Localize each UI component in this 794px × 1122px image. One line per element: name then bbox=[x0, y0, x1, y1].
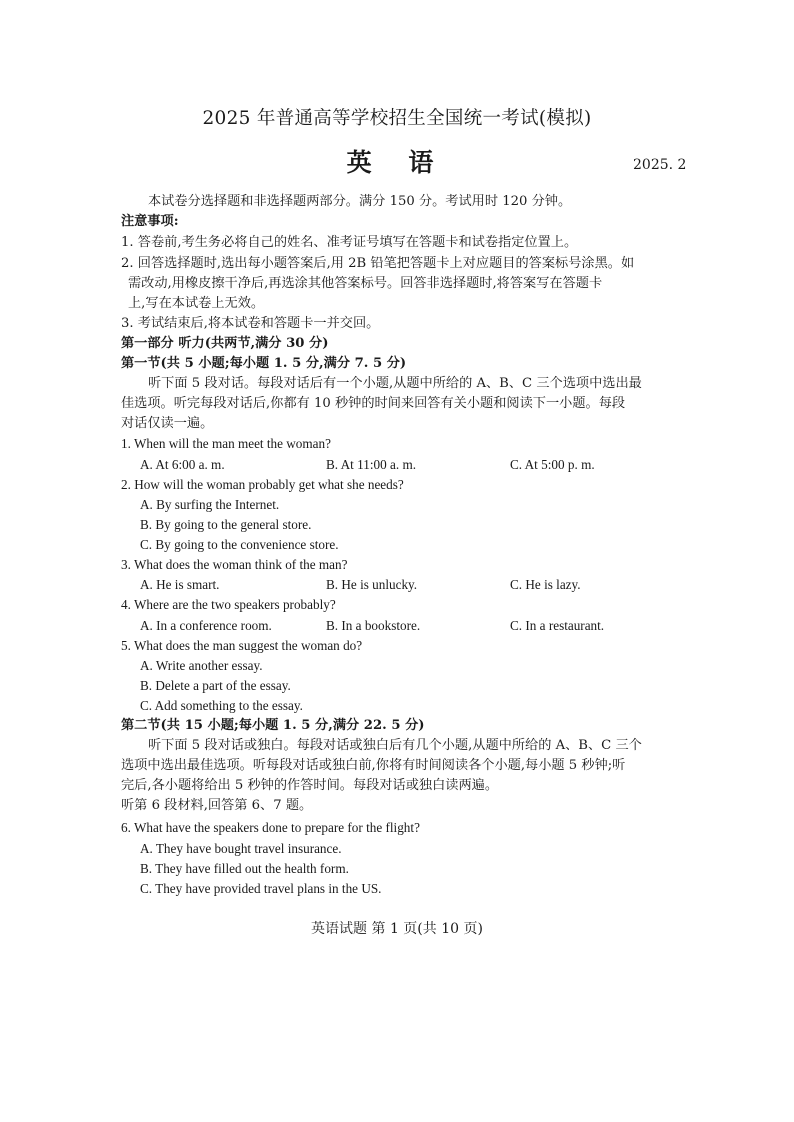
note-item-1: 1. 答卷前,考生务必将自己的姓名、准考证号填写在答题卡和试卷指定位置上。 bbox=[121, 235, 578, 250]
question-3-option-c: C. He is lazy. bbox=[510, 577, 581, 592]
section1-instruction-line-1: 听下面 5 段对话。每段对话后有一个小题,从题中所给的 A、B、C 三个选项中选出最 bbox=[148, 376, 642, 391]
note-item-2-line-1: 2. 回答选择题时,选出每小题答案后,用 2B 铅笔把答题卡上对应题目的答案标号涂黑。如 bbox=[121, 256, 635, 271]
section2-heading: 第二节(共 15 小题;每小题 1. 5 分,满分 22. 5 分) bbox=[121, 718, 425, 733]
question-6-stem: 6. What have the speakers done to prepare for the flight? bbox=[121, 820, 420, 835]
question-2-option-b: B. By going to the general store. bbox=[140, 517, 312, 532]
question-5-option-a: A. Write another essay. bbox=[140, 658, 263, 673]
question-6-option-c: C. They have provided travel plans in the US. bbox=[140, 881, 382, 896]
section2-instruction-line-1: 听下面 5 段对话或独白。每段对话或独白后有几个小题,从题中所给的 A、B、C 三个 bbox=[148, 738, 642, 753]
question-3-option-a: A. He is smart. bbox=[140, 577, 220, 592]
note-item-3: 3. 考试结束后,将本试卷和答题卡一并交回。 bbox=[121, 316, 380, 331]
question-1-option-a: A. At 6:00 a. m. bbox=[140, 457, 225, 472]
section1-heading: 第一节(共 5 小题;每小题 1. 5 分,满分 7. 5 分) bbox=[121, 356, 407, 371]
note-item-2-line-3: 上,写在本试卷上无效。 bbox=[128, 296, 265, 311]
question-4-option-b: B. In a bookstore. bbox=[326, 618, 421, 633]
question-3-option-b: B. He is unlucky. bbox=[326, 577, 418, 592]
question-1-option-b: B. At 11:00 a. m. bbox=[326, 457, 416, 472]
section1-instruction-line-2: 佳选项。听完每段对话后,你都有 10 秒钟的时间来回答有关小题和阅读下一小题。每段 bbox=[121, 396, 626, 411]
exam-title: 2025 年普通高等学校招生全国统一考试(模拟) bbox=[202, 108, 592, 129]
question-5-option-c: C. Add something to the essay. bbox=[140, 698, 303, 713]
question-6-option-b: B. They have filled out the health form. bbox=[140, 861, 349, 876]
question-2-option-c: C. By going to the convenience store. bbox=[140, 537, 339, 552]
intro-text: 本试卷分选择题和非选择题两部分。满分 150 分。考试用时 120 分钟。 bbox=[148, 194, 572, 209]
question-4-stem: 4. Where are the two speakers probably? bbox=[121, 597, 336, 612]
exam-date: 2025. 2 bbox=[633, 157, 687, 173]
page-footer: 英语试题 第 1 页(共 10 页) bbox=[311, 921, 483, 937]
question-1-option-c: C. At 5:00 p. m. bbox=[510, 457, 595, 472]
question-5-stem: 5. What does the man suggest the woman do? bbox=[121, 638, 363, 653]
part1-heading: 第一部分 听力(共两节,满分 30 分) bbox=[121, 336, 329, 351]
notes-heading: 注意事项: bbox=[121, 214, 179, 229]
question-5-option-b: B. Delete a part of the essay. bbox=[140, 678, 291, 693]
question-4-option-a: A. In a conference room. bbox=[140, 618, 272, 633]
subject-title: 英 语 bbox=[346, 148, 448, 177]
question-3-stem: 3. What does the woman think of the man? bbox=[121, 557, 348, 572]
question-1-stem: 1. When will the man meet the woman? bbox=[121, 436, 331, 451]
section1-instruction-line-3: 对话仅读一遍。 bbox=[121, 416, 214, 431]
question-4-option-c: C. In a restaurant. bbox=[510, 618, 605, 633]
material-6-instruction: 听第 6 段材料,回答第 6、7 题。 bbox=[121, 798, 313, 813]
question-2-stem: 2. How will the woman probably get what she needs? bbox=[121, 477, 404, 492]
note-item-2-line-2: 需改动,用橡皮擦干净后,再选涂其他答案标号。回答非选择题时,将答案写在答题卡 bbox=[128, 276, 603, 291]
section2-instruction-line-3: 完后,各小题将给出 5 秒钟的作答时间。每段对话或独白读两遍。 bbox=[121, 778, 499, 793]
question-2-option-a: A. By surfing the Internet. bbox=[140, 497, 280, 512]
section2-instruction-line-2: 选项中选出最佳选项。听每段对话或独白前,你将有时间阅读各个小题,每小题 5 秒钟;听 bbox=[121, 758, 626, 773]
question-6-option-a: A. They have bought travel insurance. bbox=[140, 841, 342, 856]
